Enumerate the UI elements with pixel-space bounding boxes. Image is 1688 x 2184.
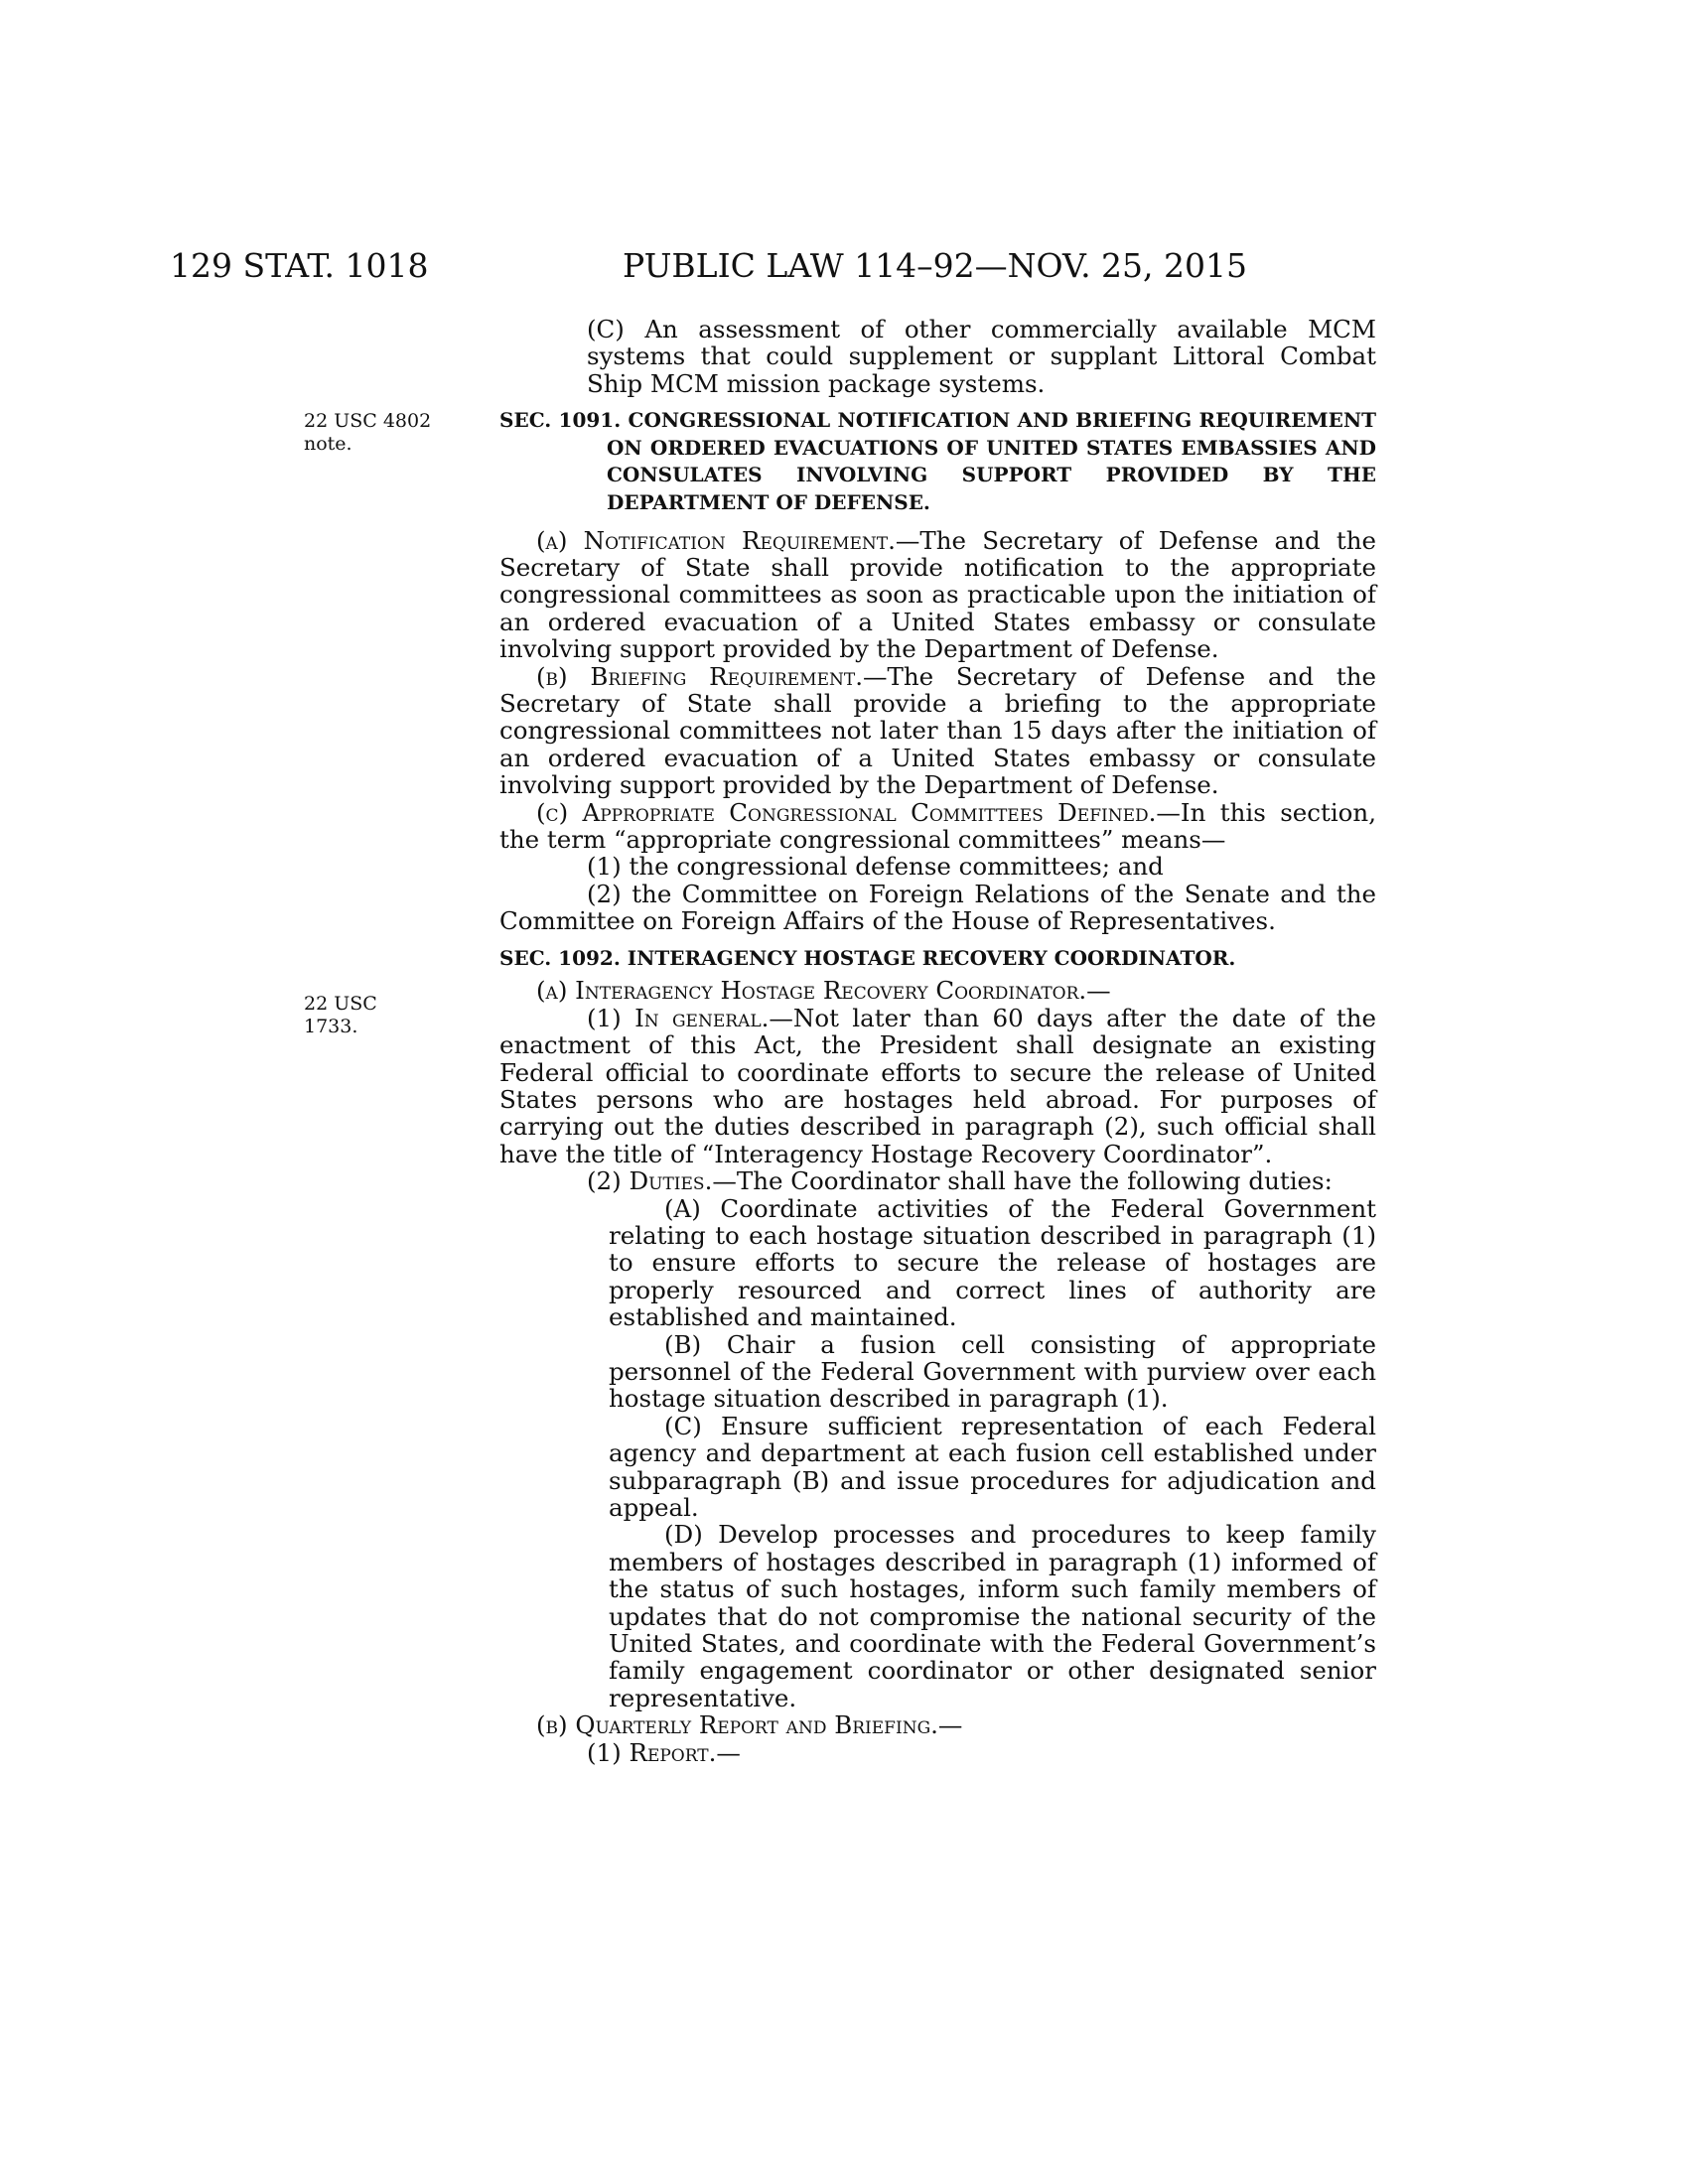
subsection-b [499, 663, 1376, 799]
page-running-header: PUBLIC LAW 114–92—NOV. 25, 2015 [623, 246, 1248, 285]
s92-paragraph-1-text: Not later than 60 days after the date of the enactment of this Act, the President shall designate an existing Federal official to coordinate efforts to secure the release of United States persons who are hostages held abroad. For purposes of carrying out the duties described in paragraph (2), such official shall have the title of “Interagency Hostage Recovery Coordinator”. [499, 1003, 1376, 1168]
s92-paragraph-1-heading: (1) In general.— [587, 1003, 793, 1032]
s92-subsection-a-heading-text: (a) Interagency Hostage Recovery Coordinator.— [536, 976, 1111, 1006]
margin-note-sec-1092: 22 USC 1733. [304, 993, 377, 1037]
s92-b-paragraph-1-heading [499, 1739, 1376, 1766]
s92-subparagraph-A: (A) Coordinate activities of the Federal Government relating to each hostage situation described in paragraph (1) to ensure efforts to secure the release of hostages are properly resourced and correct lines of authority are established and maintained. [609, 1193, 1376, 1332]
paragraph-c2: (2) the Committee on Foreign Relations of the Senate and the Committee on Foreign Affairs of the House of Representatives. [499, 879, 1376, 936]
s92-subparagraph-B: (B) Chair a fusion cell consisting of appropriate personnel of the Federal Government with purview over each hostage situation described in paragraph (1). [609, 1329, 1376, 1414]
paragraph-c1: (1) the congressional defense committees; and [587, 852, 1164, 882]
paragraph-c-top: (C) An assessment of other commercially available MCM systems that could supplement or supplant Littoral Combat Ship MCM mission package systems. [587, 315, 1376, 398]
s92-paragraph-1 [499, 1005, 1376, 1167]
section-1091-heading: SEC. 1091. CONGRESSIONAL NOTIFICATION AND BRIEFING REQUIREMENT ON ORDERED EVACUATIONS OF UNITED STATES EMBASSIES AND CONSULATES INVOLVING SUPPORT PROVIDED BY THE DEPARTMENT OF DEFENSE. [499, 408, 1376, 514]
s92-subsection-a-heading [499, 977, 1376, 1004]
page-statute-citation: 129 STAT. 1018 [170, 246, 429, 285]
s92-b-paragraph-1-heading-text: (1) Report.— [587, 1737, 741, 1767]
s92-subsection-b-heading [499, 1711, 1376, 1738]
subsection-b-text: The Secretary of Defense and the Secretary of State shall provide a briefing to the appropriate congressional committees not later than 15 days after the initiation of an ordered evacuation of a United States embassy or consulate involving support provided by the Department of Defense. [499, 661, 1376, 800]
subsection-a [499, 527, 1376, 663]
margin-note-sec-1091: 22 USC 4802 note. [304, 410, 432, 455]
s92-subparagraph-D: (D) Develop processes and procedures to keep family members of hostages described in paragraph (1) informed of the status of such hostages, inform such family members of updates that do not compromise the national security of the United States, and coordinate with the Federal Government’s family engagement coordinator or other designated senior representative. [609, 1520, 1376, 1712]
s92-subsection-b-heading-text: (b) Quarterly Report and Briefing.— [536, 1710, 963, 1740]
subsection-b-heading: (b) Briefing Requirement.— [536, 661, 888, 691]
s92-subparagraph-C: (C) Ensure sufficient representation of each Federal agency and department at each fusion cell established under subparagraph (B) and issue procedures for adjudication and appeal. [609, 1411, 1376, 1522]
s92-paragraph-2-heading: (2) Duties.— [587, 1166, 737, 1196]
subsection-c-text: In this section, the term “appropriate congressional committees” means— [499, 797, 1376, 855]
s92-paragraph-2 [499, 1167, 1376, 1194]
subsection-c-heading: (c) Appropriate Congressional Committees Defined.— [536, 797, 1181, 827]
subsection-a-heading: (a) Notification Requirement.— [536, 525, 920, 555]
body-text-column [499, 316, 1376, 1766]
subsection-a-text: The Secretary of Defense and the Secretary of State shall provide notification to the appropriate congressional committees as soon as practicable upon the initiation of an ordered evacuation of a United States embassy or consulate involving support provided by the Department of Defense. [499, 525, 1376, 664]
section-1092-heading: SEC. 1092. INTERAGENCY HOSTAGE RECOVERY COORDINATOR. [499, 945, 1236, 970]
s92-paragraph-2-text: The Coordinator shall have the following duties: [736, 1166, 1333, 1196]
subsection-c [499, 799, 1376, 854]
